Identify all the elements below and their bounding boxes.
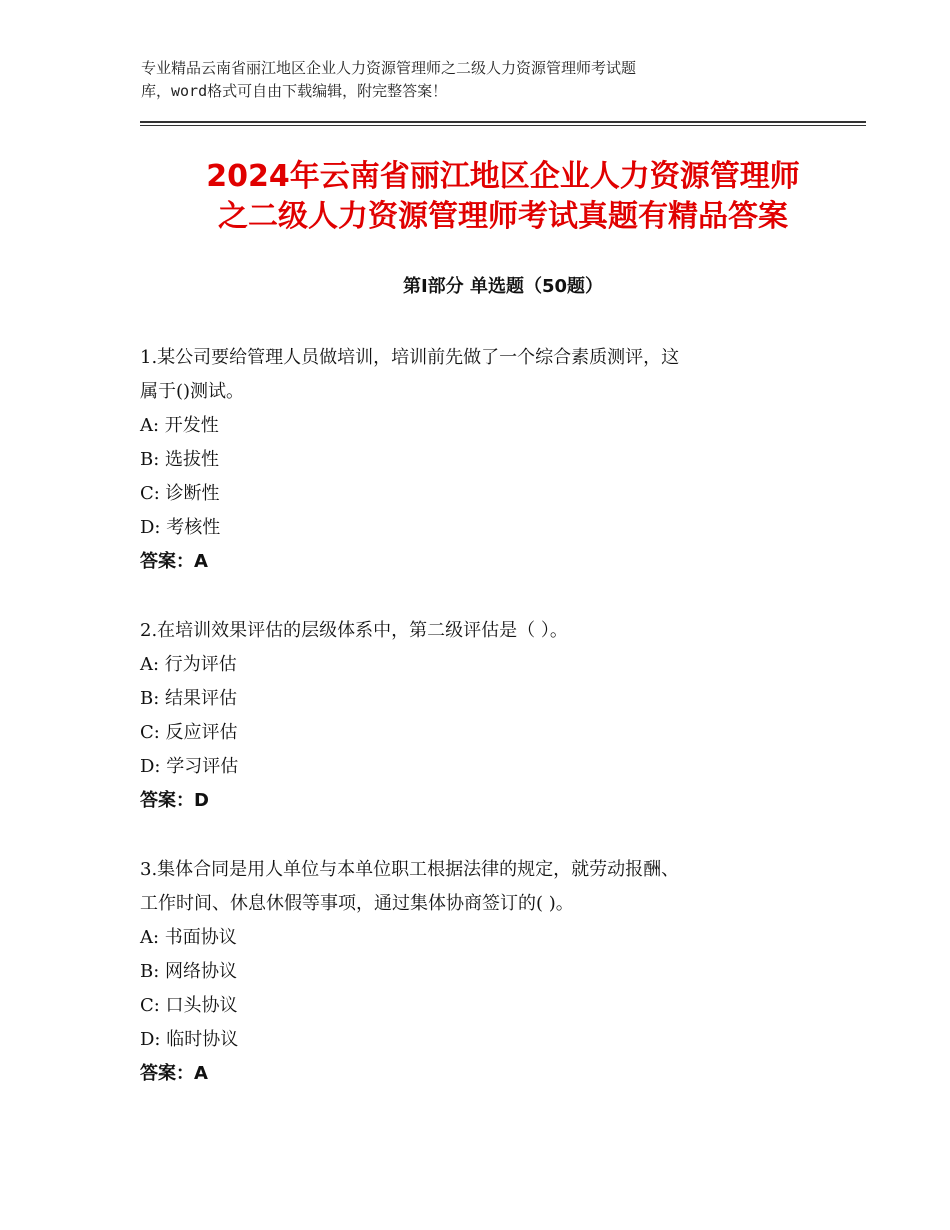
option-c: C: 反应评估 (140, 722, 238, 743)
header-note-line: 库，word格式可自由下载编辑，附完整答案！ (141, 82, 448, 100)
header-divider (140, 125, 866, 126)
question-stem-line: 属于()测试。 (140, 381, 245, 402)
header-note (141, 57, 781, 103)
question-stem-line: 2.在培训效果评估的层级体系中，第二级评估是（ ）。 (140, 620, 568, 641)
option-a: A: 行为评估 (140, 654, 237, 675)
question-3 (140, 853, 820, 1091)
question-stem (140, 614, 820, 648)
question-2 (140, 614, 820, 818)
option-d: D: 学习评估 (140, 756, 239, 777)
question-stem-line: 1.某公司要给管理人员做培训，培训前先做了一个综合素质测评，这 (140, 347, 680, 368)
option-b: B: 结果评估 (140, 688, 238, 709)
document-title-line: 2024年云南省丽江地区企业人力资源管理师 (206, 159, 800, 194)
question-stem-line: 3.集体合同是用人单位与本单位职工根据法律的规定，就劳动报酬、 (140, 859, 680, 880)
option-c: C: 诊断性 (140, 483, 220, 504)
header-note-line: 专业精品云南省丽江地区企业人力资源管理师之二级人力资源管理师考试题 (141, 59, 637, 77)
question-1 (140, 341, 820, 579)
answer: 答案：D (140, 790, 209, 811)
answer: 答案：A (140, 1063, 208, 1084)
document-title (140, 157, 866, 237)
answer: 答案：A (140, 551, 208, 572)
option-d: D: 临时协议 (140, 1029, 239, 1050)
option-b: B: 选拔性 (140, 449, 220, 470)
question-stem-line: 工作时间、休息休假等事项，通过集体协商签订的( )。 (140, 893, 574, 914)
section-heading: 第Ⅰ部分 单选题（50题） (402, 276, 603, 297)
question-stem (140, 341, 820, 409)
option-b: B: 网络协议 (140, 961, 238, 982)
option-d: D: 考核性 (140, 517, 221, 538)
option-a: A: 开发性 (140, 415, 219, 436)
header-divider (140, 121, 866, 123)
question-stem (140, 853, 820, 921)
option-c: C: 口头协议 (140, 995, 238, 1016)
option-a: A: 书面协议 (140, 927, 237, 948)
document-title-line: 之二级人力资源管理师考试真题有精品答案 (218, 199, 788, 234)
